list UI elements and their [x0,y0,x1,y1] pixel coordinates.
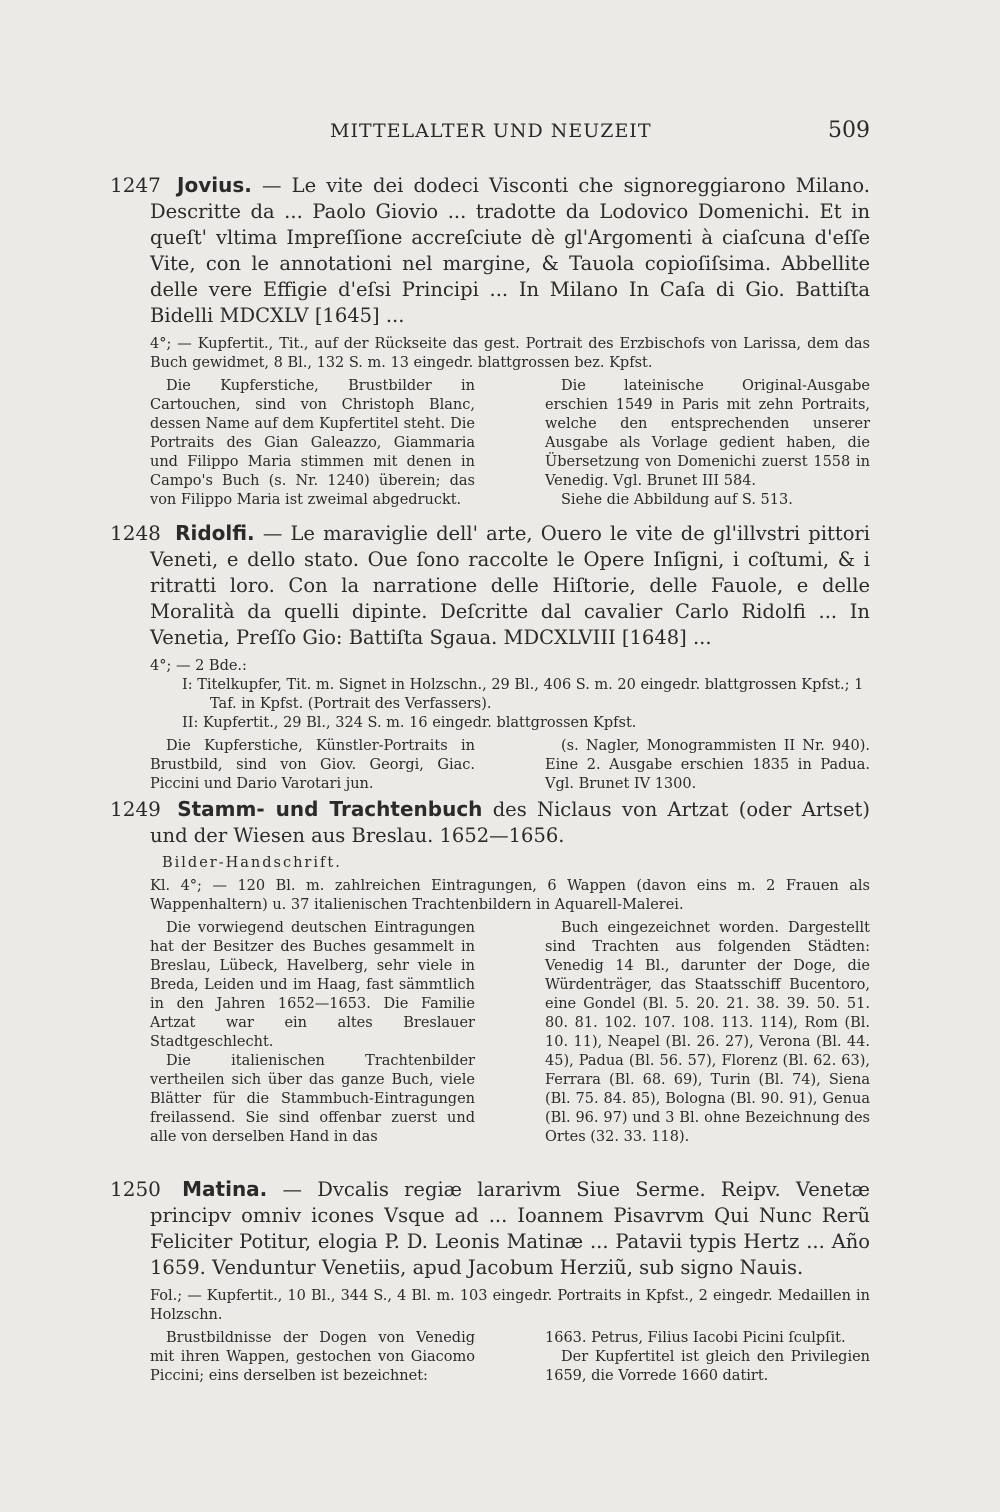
entry-author: Ridolfi. [175,521,255,545]
note-paragraph: Die Kupferstiche, Brustbilder in Cartouchen, sind von Christoph Blanc, dessen Name auf dem Kupfertitel steht. Die Portraits des Gian Galeazzo, Giammaria und Filippo Maria stimmen mit denen in Campo's Buch (s. Nr. 1240) überein; das von Filippo Maria ist zweimal abgedruckt. [150,378,475,508]
entry-number: 1249 [110,797,161,821]
note-paragraph: Der Kupfertitel ist gleich den Privilegien 1659, die Vorrede 1660 datirt. [545,1349,870,1384]
entry-author: Matina. [182,1177,268,1201]
entry-heading [110,1176,870,1281]
note-paragraph: (s. Nagler, Monogrammisten II Nr. 940). Eine 2. Ausgabe erschien 1835 in Padua. Vgl. Brunet IV 1300. [545,738,870,792]
volume-1-description: I: Titelkupfer, Tit. m. Signet in Holzschn., 29 Bl., 406 S. m. 20 eingedr. blattgrossen Kpfst.; 1 Taf. in Kpfst. (Portrait des Verfassers). [182,677,864,712]
entry-notes [150,737,870,794]
note-right-column [545,1329,870,1386]
note-paragraph: Buch eingezeichnet worden. Dargestellt sind Trachten aus folgenden Städten: Venedig 14 Bl., darunter der Doge, die Würdenträger, das Staatsschiff Bucentoro, eine Gondel (Bl. 5. 20. 21. 38. 39. 50. 51. 80. 81. 102. 107. 108. 113. 114), Rom (Bl. 10. 11), Neapel (Bl. 26. 27), Verona (Bl. 44. 45), Padua (Bl. 56. 57), Florenz (Bl. 62. 63), Ferrara (Bl. 68. 69), Turin (Bl. 74), Siena (Bl. 75. 84. 85), Bologna (Bl. 90. 91), Genua (Bl. 96. 97) und 3 Bl. ohne Bezeichnung des Ortes (32. 33. 118). [545,920,870,1145]
note-left-column [150,1329,475,1386]
volume-2-description: II: Kupfertit., 29 Bl., 324 S. m. 16 eingedr. blattgrossen Kpfst. [182,715,637,731]
note-paragraph: 1663. Petrus, Filius Iacobi Picini ſculpſit. [545,1330,846,1346]
note-left-column [150,919,475,1147]
entry-number: 1248 [110,521,161,545]
entry-number: 1250 [110,1177,161,1201]
running-title: MITTELALTER UND NEUZEIT [330,120,652,142]
entry-notes [150,919,870,1147]
catalog-entry-1248 [110,520,870,794]
page-number: 509 [828,118,870,143]
entry-number: 1247 [110,173,161,197]
note-paragraph: Die vorwiegend deutschen Eintragungen hat der Besitzer des Buches gesammelt in Breslau, Lübeck, Havelberg, sehr viele in Breda, Leiden und im Haag, fast sämmtlich in den Jahren 1652—1653. Die Familie Artzat war ein altes Breslauer Stadtgeschlecht. [150,920,475,1050]
entry-heading [110,520,870,651]
entry-title: — Le vite dei dodeci Visconti che signoreggiarono Milano. Descritte da ... Paolo Giovio ... tradotte da Lodovico Domenichi. Et in queſt' vltima Impreſſione accreſciute dè gl'Argomenti à ciaſcuna d'eſſe Vite, con le annotationi nel margine, & Tauola copioſiſsima. Abbellite delle vere Effigie d'eſsi Principi ... In Milano In Caſa di Gio. Battiſta Bidelli MDCXLV [1645] ... [150,174,870,327]
entry-heading [110,172,870,329]
note-paragraph: Brustbildnisse der Dogen von Venedig mit ihren Wappen, gestochen von Giacomo Piccini; eins derselben ist bezeichnet: [150,1330,475,1384]
entry-author: Jovius. [177,173,252,197]
note-paragraph: Die lateinische Original-Ausgabe erschien 1549 in Paris mit zehn Portraits, welche den entsprechenden unserer Ausgabe als Vorlage gedient haben, die Übersetzung von Domenichi zuerst 1558 in Venedig. Vgl. Brunet III 584. [545,378,870,489]
entry-description: Fol.; — Kupfertit., 10 Bl., 344 S., 4 Bl. m. 103 eingedr. Portraits in Kpfst., 2 eingedr. Medaillen in Holzschn. [150,1288,870,1323]
note-right-column [545,737,870,794]
note-left-column [150,737,475,794]
catalog-entry-1249 [110,796,870,1147]
entry-author: Stamm- und Trachtenbuch [177,797,483,821]
entry-heading [110,796,870,849]
entry-description: 4°; — Kupfertit., Tit., auf der Rückseite das gest. Portrait des Erzbischofs von Larissa, dem das Buch gewidmet, 8 Bl., 132 S. m. 13 eingedr. blattgrossen bez. Kpfst. [150,336,870,371]
catalog-entry-1250 [110,1176,870,1386]
entry-title: des Niclaus von Artzat (oder Artset) und der Wiesen aus Breslau. 1652—1656. [150,798,870,847]
catalog-entry-1247 [110,172,870,510]
entry-description: 4°; — 2 Bde.: [150,658,247,674]
note-right-column [545,377,870,510]
manuscript-label: Bilder-Handschrift. [162,855,342,871]
note-paragraph: Die Kupferstiche, Künstler-Portraits in Brustbild, sind von Giov. Georgi, Giac. Piccini und Dario Varotari jun. [150,738,475,792]
entry-title: — Le maraviglie dell' arte, Ouero le vite de gl'illvstri pittori Veneti, e dello stato. Oue ſono raccolte le Opere Inſigni, i coſtumi, & i ritratti loro. Con la narratione delle Hiſtorie, delle Fauole, e delle Moralità da quelli dipinte. Deſcritte dal cavalier Carlo Ridolfi ... In Venetia, Preſſo Gio: Battiſta Sgaua. MDCXLVIII [1648] ... [150,522,870,649]
entry-notes [150,377,870,510]
entry-title: — Dvcalis regiæ lararivm Siue Serme. Reipv. Venetæ principv omniv icones Vsque ad ... Ioannem Pisavrvm Qui Nunc Rerũ Feliciter Potitur, elogia P. D. Leonis Matinæ ... Patavii typis Hertz ... Año 1659. Venduntur Venetiis, apud Jacobum Herziũ, sub signo Nauis. [150,1178,871,1279]
page-header [150,120,870,150]
note-paragraph: Die italienischen Trachtenbilder vertheilen sich über das ganze Buch, viele Blätter für die Stammbuch-Eintragungen freilassend. Sie sind offenbar zuerst und alle von derselben Hand in das [150,1053,475,1145]
note-right-column [545,919,870,1147]
note-left-column [150,377,475,510]
entry-notes [150,1329,870,1386]
entry-description: Kl. 4°; — 120 Bl. m. zahlreichen Eintragungen, 6 Wappen (davon eins m. 2 Frauen als Wappenhaltern) u. 37 italienischen Trachtenbildern in Aquarell-Malerei. [150,878,870,913]
note-paragraph: Siehe die Abbildung auf S. 513. [561,492,793,508]
